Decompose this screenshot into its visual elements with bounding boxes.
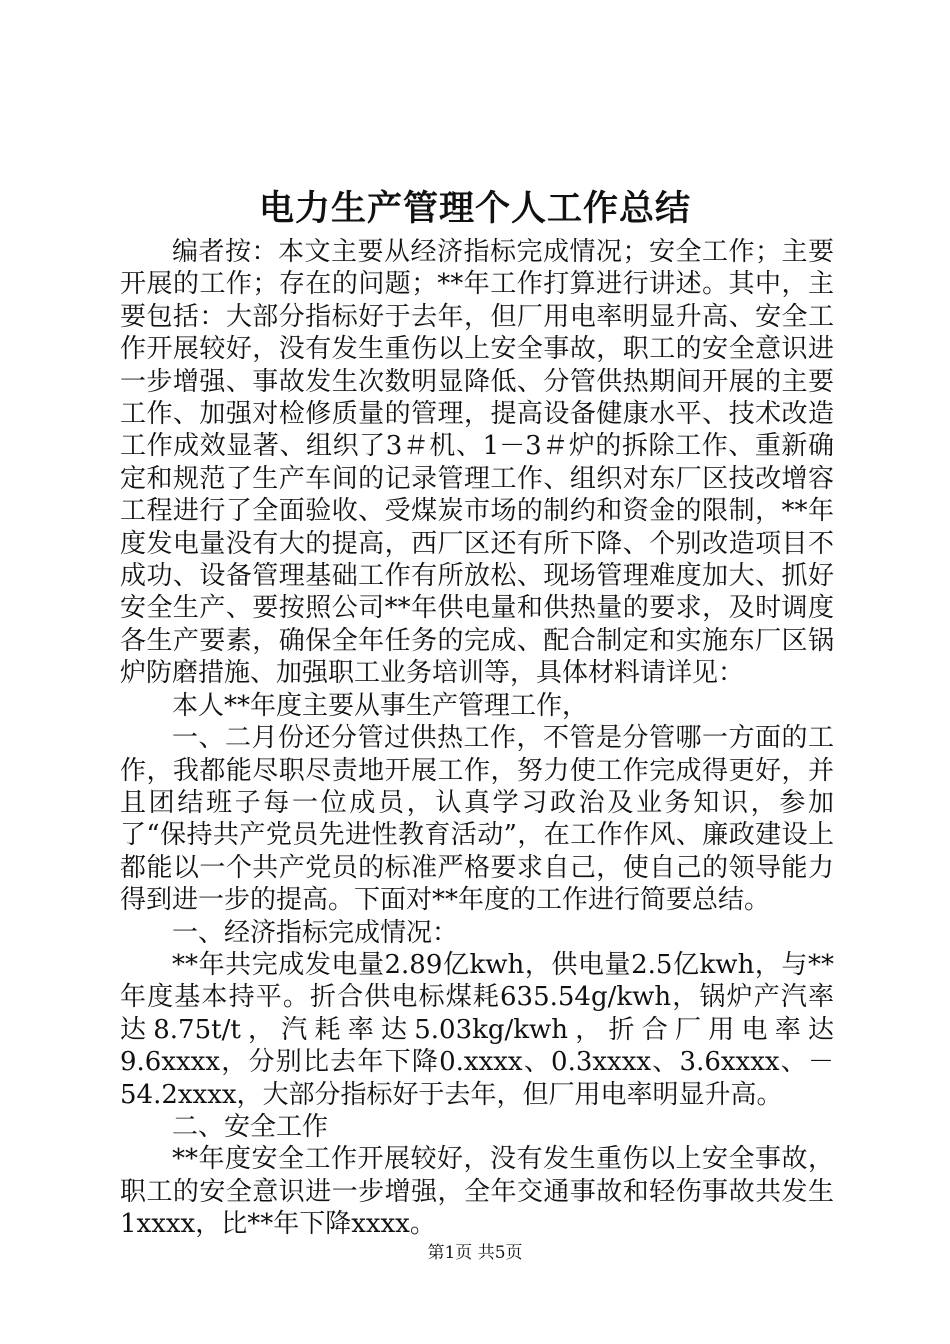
overview-paragraph: 一、二月份还分管过供热工作，不管是分管哪一方面的工作，我都能尽职尽责地开展工作，努力使工作完成得更好，并且团结班子每一位成员，认真学习政治及业务知识，参加了“保持共产党员先进性教育活动”，在工作作风、廉政建设上都能以一个共产党员的标准严格要求自己，使自己的领导能力得到进一步的提高。下面对**年度的工作进行简要总结。 bbox=[120, 723, 834, 916]
page-total: 共5页 bbox=[477, 1243, 523, 1263]
page-footer bbox=[0, 1242, 950, 1264]
intro-paragraph: 本人**年度主要从事生产管理工作， bbox=[172, 690, 589, 721]
economic-paragraph: **年共完成发电量2.89亿kwh，供电量2.5亿kwh，与**年度基本持平。折合供电标煤耗635.54g/kwh，锅炉产汽率达8.75t/t，汽耗率达5.03kg/kwh，折合厂用电率达9.6xxxx，分别比去年下降0.xxxx、0.3xxxx、3.6xxxx、－54.2xxxx，大部分指标好于去年，但厂用电率明显升高。 bbox=[120, 949, 834, 1110]
editor-note-paragraph: 编者按：本文主要从经济指标完成情况；安全工作；主要开展的工作；存在的问题；**年工作打算进行讲述。其中，主要包括：大部分指标好于去年，但厂用电率明显升高、安全工作开展较好，没有发生重伤以上安全事故，职工的安全意识进一步增强、事故发生次数明显降低、分管供热期间开展的主要工作、加强对检修质量的管理，提高设备健康水平、技术改造工作成效显著、组织了3＃机、1－3＃炉的拆除工作、重新确定和规范了生产车间的记录管理工作、组织对东厂区技改增容工程进行了全面验收、受煤炭市场的制约和资金的限制，**年度发电量没有大的提高，西厂区还有所下降、个别改造项目不成功、设备管理基础工作有所放松、现场管理难度加大、抓好安全生产、要按照公司**年供电量和供热量的要求，及时调度各生产要素，确保全年任务的完成、配合制定和实施东厂区锅炉防磨措施、加强职工业务培训等，具体材料请详见： bbox=[120, 237, 834, 689]
section-heading-economic: 一、经济指标完成情况： bbox=[172, 917, 459, 948]
document-body bbox=[120, 236, 834, 1241]
document-title: 电力生产管理个人工作总结 bbox=[258, 188, 691, 229]
safety-paragraph: **年度安全工作开展较好，没有发生重伤以上安全事故，职工的安全意识进一步增强，全年交通事故和轻伤事故共发生1xxxx，比**年下降xxxx。 bbox=[120, 1144, 834, 1240]
section-heading-safety: 二、安全工作 bbox=[172, 1111, 329, 1142]
page-number: 第1页 bbox=[427, 1243, 473, 1263]
